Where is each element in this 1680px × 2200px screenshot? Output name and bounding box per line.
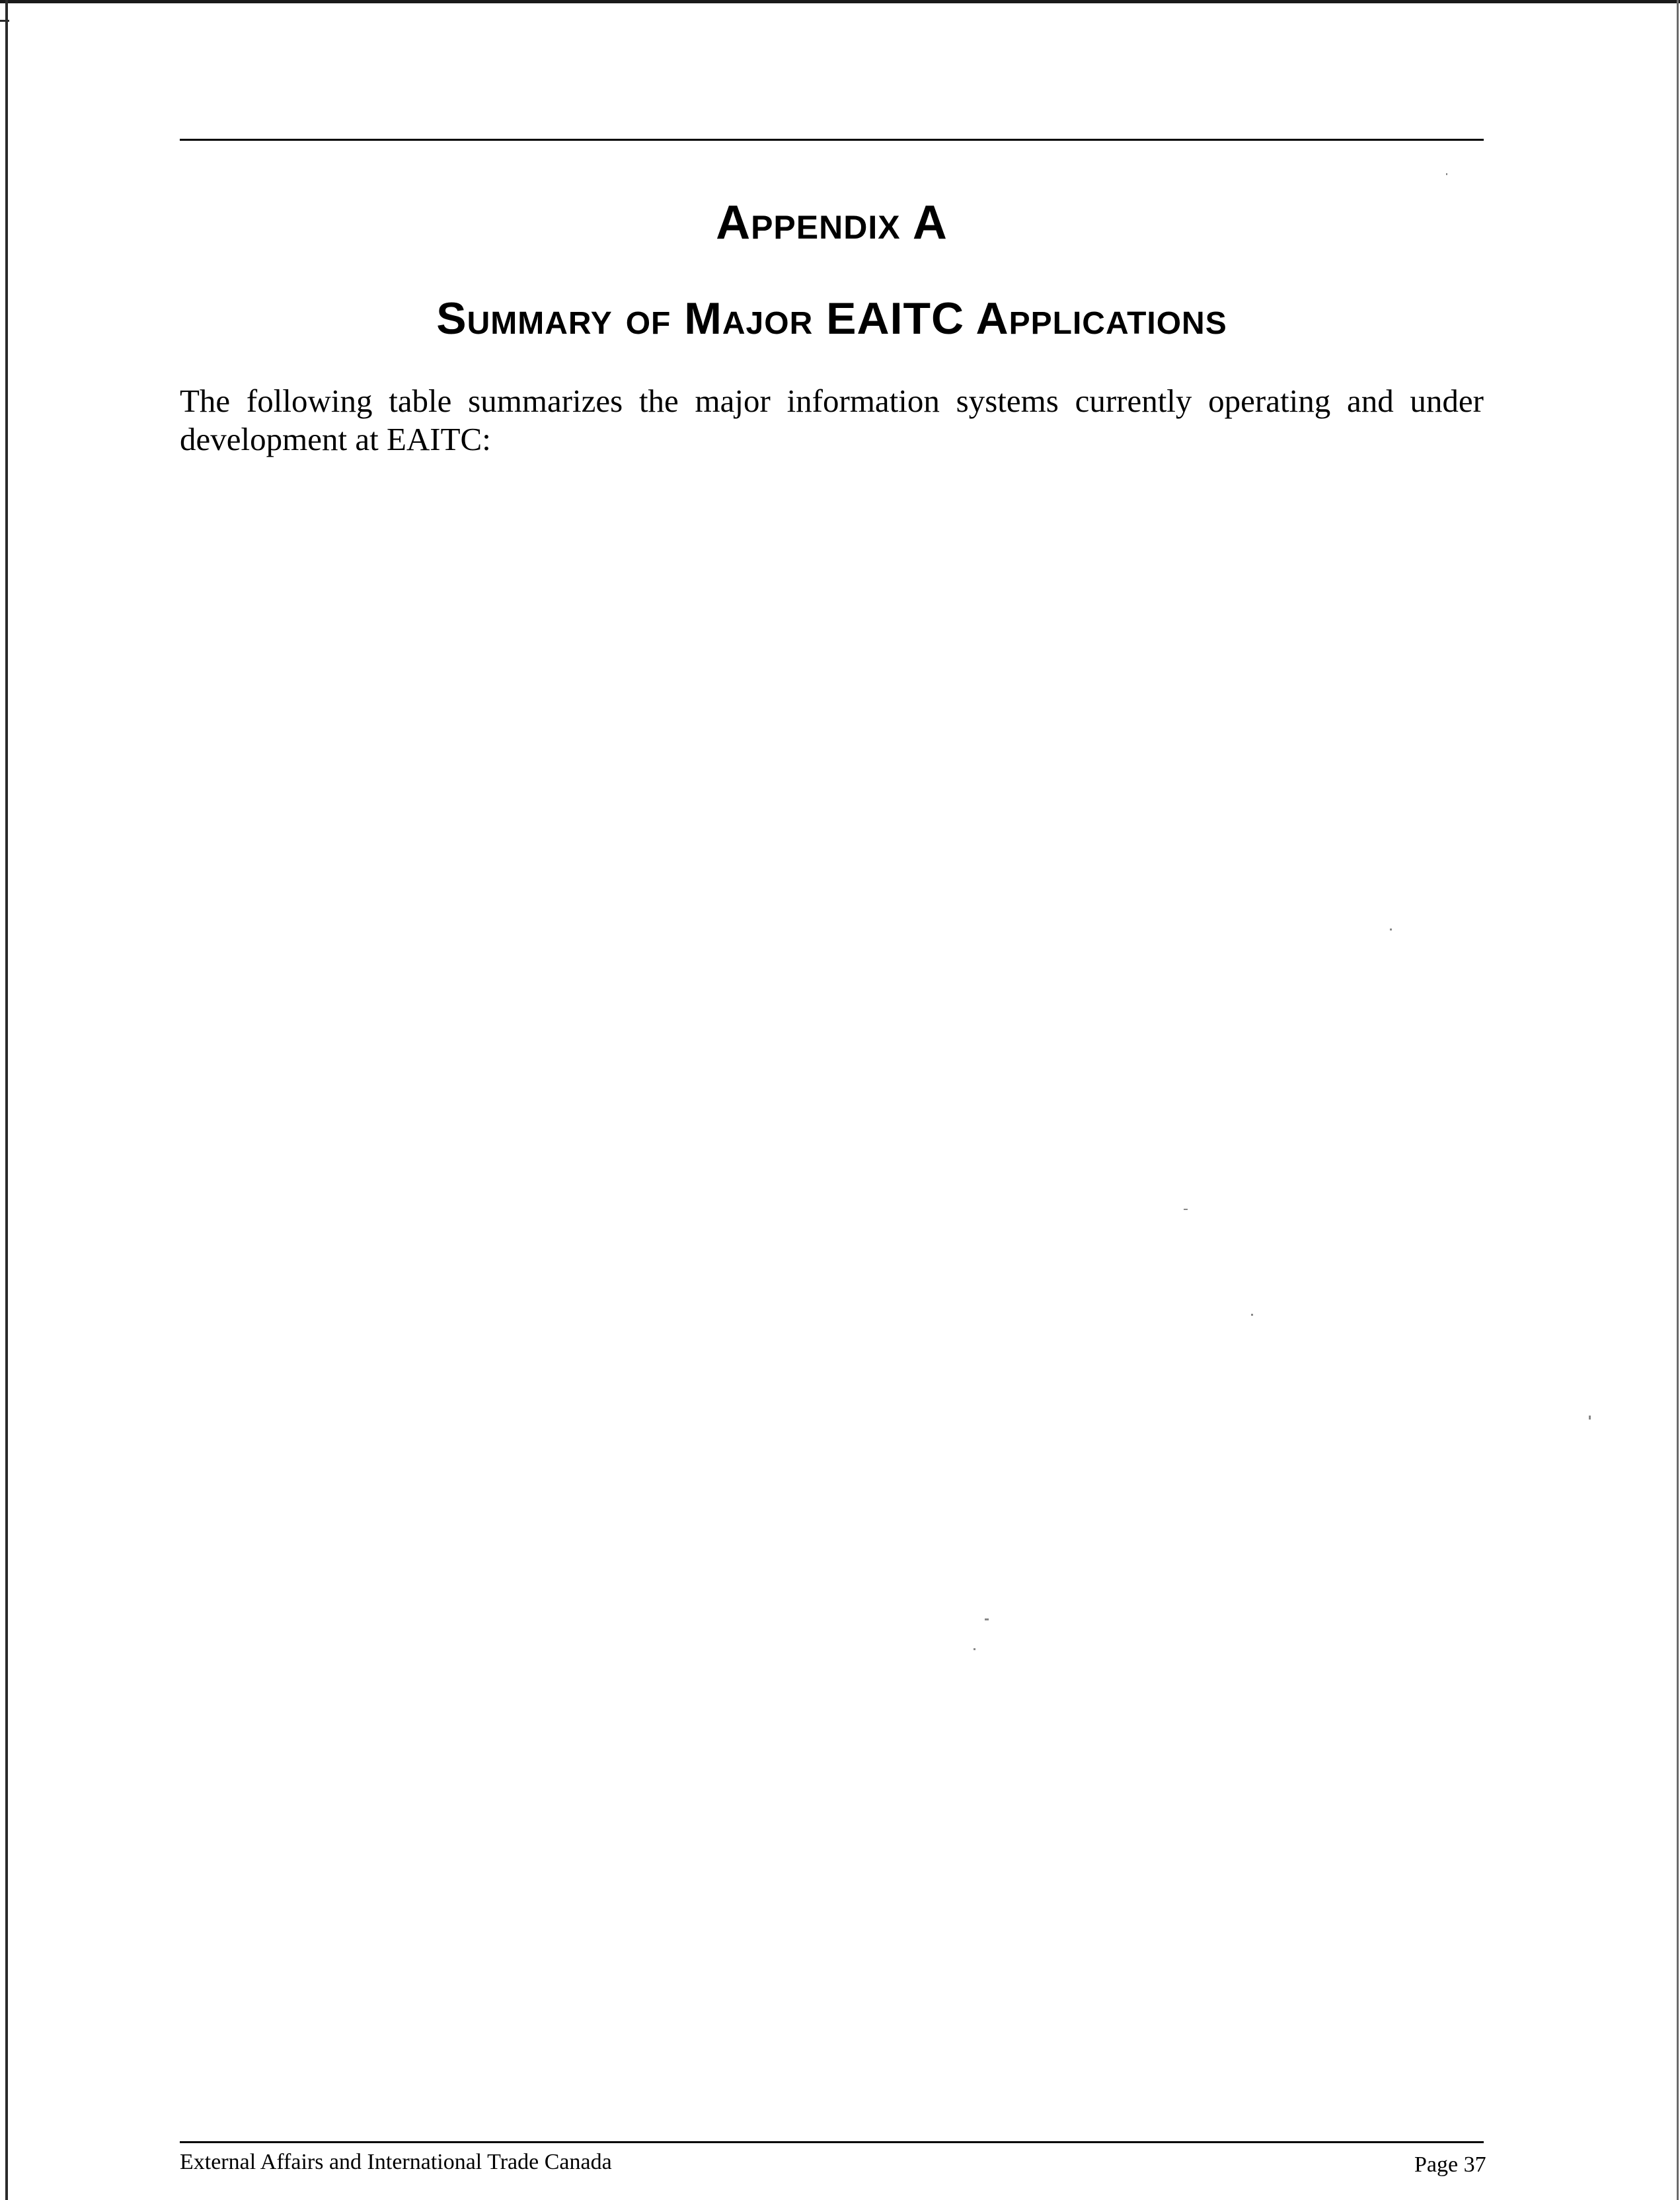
section-title: Summary of Major EAITC Applications (436, 293, 1227, 344)
scan-speck (1251, 1314, 1253, 1316)
scan-speck (1184, 1209, 1188, 1210)
scan-speck (1390, 929, 1392, 930)
scan-speck (1589, 1416, 1591, 1420)
footer-organization: External Affairs and International Trade Canada (180, 2150, 612, 2174)
scan-speck (1446, 173, 1447, 175)
footer-rule (180, 2141, 1484, 2143)
page-left-tick (0, 20, 9, 22)
page-right-edge (1677, 0, 1679, 2200)
scan-speck (985, 1618, 989, 1620)
page-left-edge (5, 0, 8, 2200)
appendix-title: Appendix A (716, 196, 948, 249)
header-rule (180, 139, 1484, 141)
page-top-edge (0, 0, 1680, 3)
intro-paragraph: The following table summarizes the major information systems currently operating and under development at EAITC: (180, 383, 1484, 457)
scan-speck (974, 1648, 975, 1650)
footer-page-number: Page 37 (1414, 2152, 1486, 2177)
